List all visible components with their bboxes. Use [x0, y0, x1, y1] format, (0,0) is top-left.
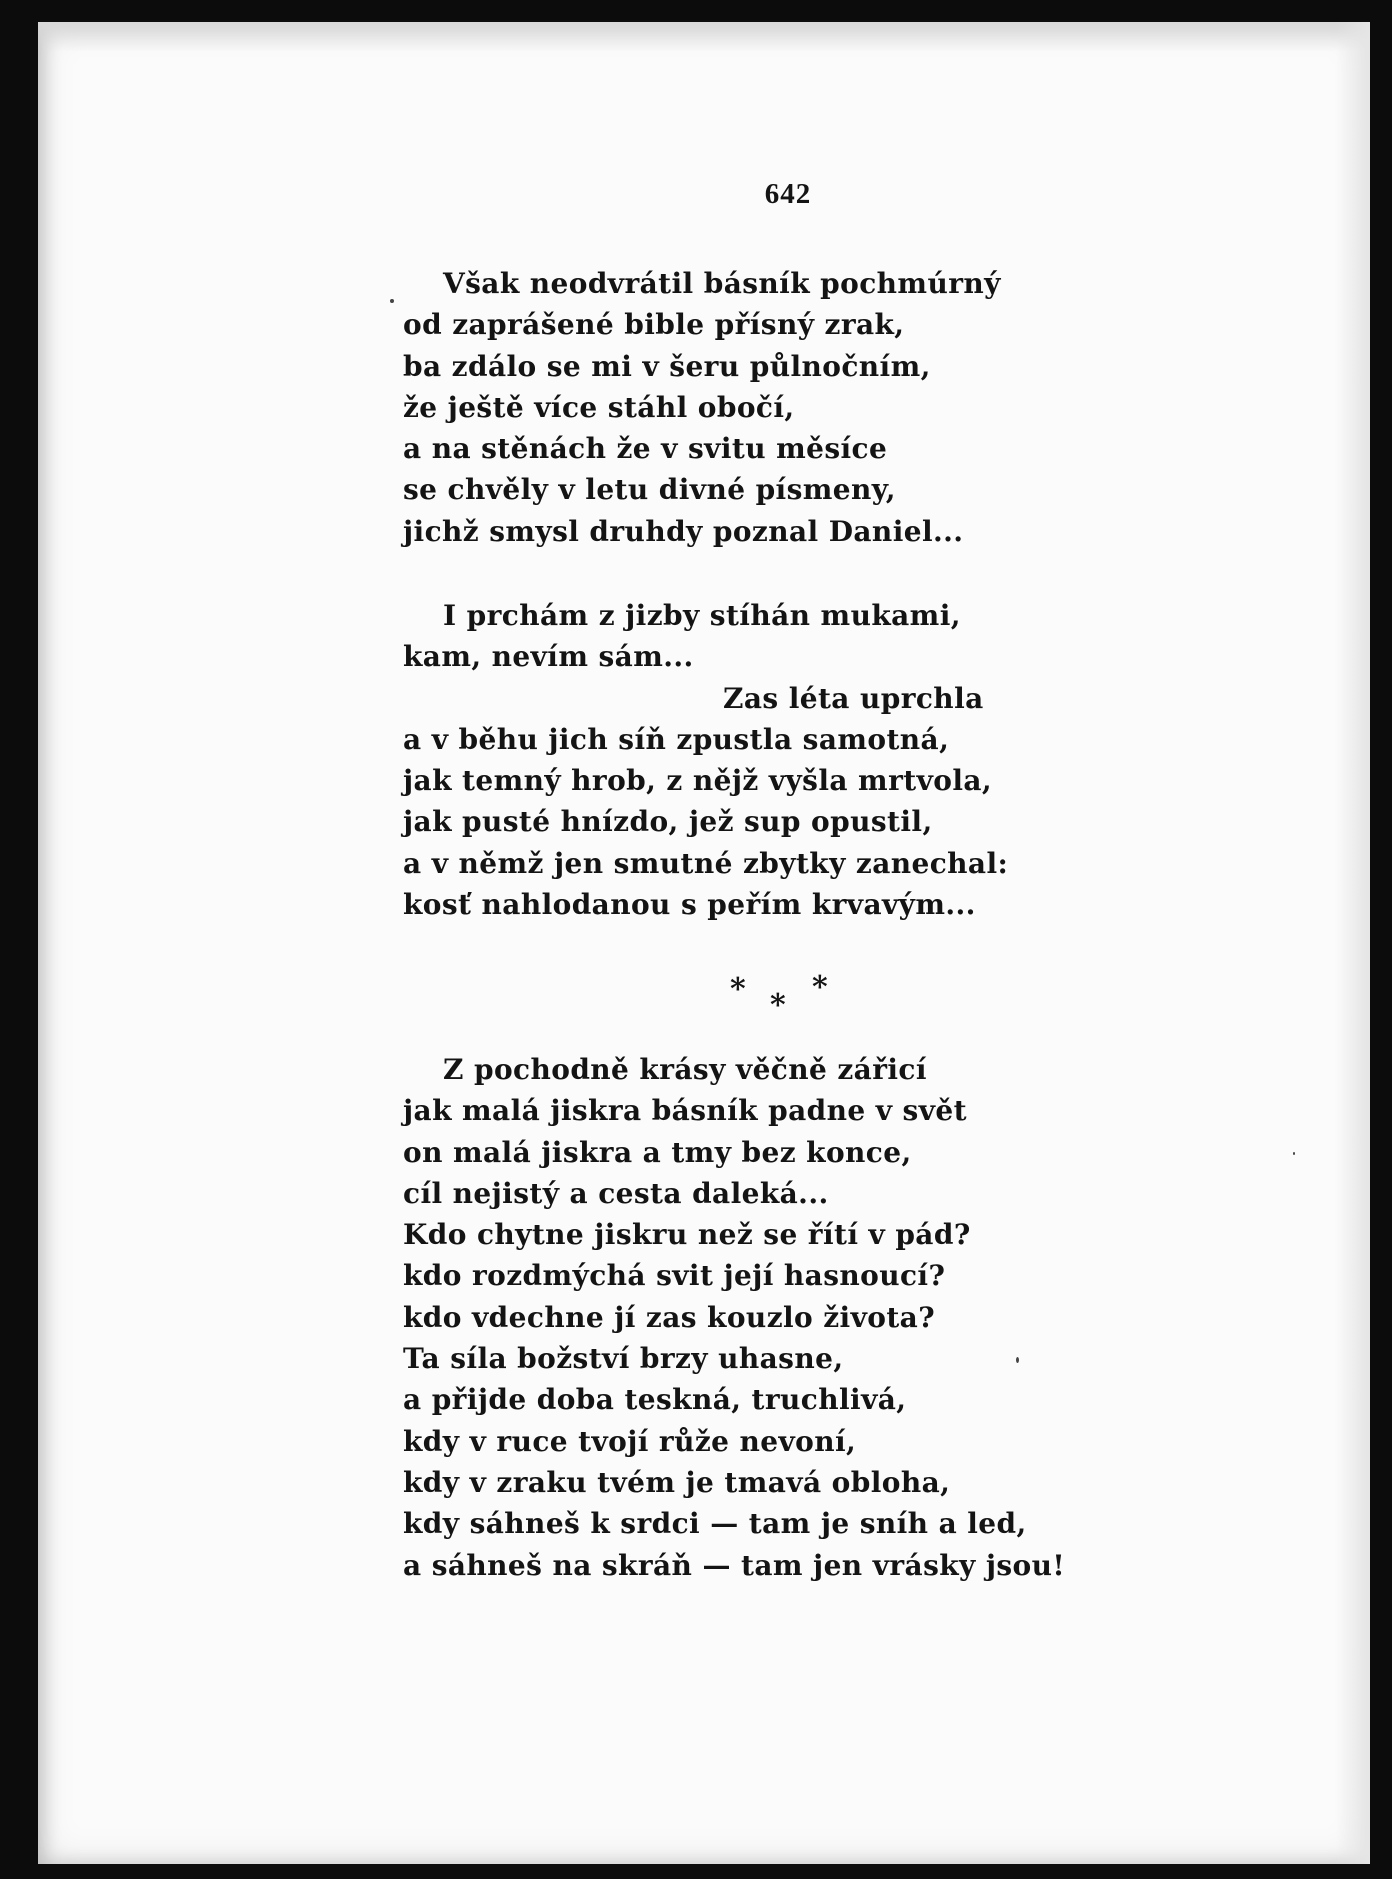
poem-line: kdy v zraku tvém je tmavá obloha,: [403, 1465, 951, 1499]
section-separator: [728, 972, 838, 1032]
separator-star: *: [770, 988, 786, 1023]
poem-line: Zas léta uprchla: [723, 681, 984, 715]
print-speck: [1016, 1357, 1019, 1363]
poem-line: od zaprášené bible přísný zrak,: [403, 308, 905, 342]
poem-line: kdo rozdmýchá svit její hasnoucí?: [403, 1259, 946, 1293]
poem-line: Ta síla božství brzy uhasne,: [403, 1342, 844, 1376]
poem-line: Však neodvrátil básník pochmúrný: [443, 267, 1001, 300]
poem-line: Kdo chytne jiskru než se řítí v pád?: [403, 1218, 971, 1252]
poem-line: a v němž jen smutné zbytky zanechal:: [403, 846, 1009, 880]
poem-line: se chvěly v letu divné písmeny,: [403, 473, 896, 507]
poem-line: kdy sáhneš k srdci — tam je sníh a led,: [403, 1507, 1027, 1541]
poem-line: a sáhneš na skráň — tam jen vrásky jsou!: [403, 1548, 1066, 1582]
poem-line: jak malá jiskra básník padne v svět: [403, 1094, 967, 1128]
print-speck: [390, 299, 394, 303]
print-speck: [1293, 1152, 1295, 1155]
poem-line: Z pochodně krásy věčně zářicí: [443, 1053, 927, 1086]
separator-star: *: [730, 972, 746, 1007]
poem-line: kdo vdechne jí zas kouzlo života?: [403, 1300, 936, 1334]
poem-line: jak pusté hnízdo, jež sup opustil,: [403, 805, 933, 839]
poem-line: kosť nahlodanou s peřím krvavým...: [403, 888, 976, 922]
book-page: [38, 22, 1370, 1864]
separator-star: *: [812, 970, 828, 1005]
stanza-3: [403, 1049, 1163, 1586]
poem-line: ba zdálo se mi v šeru půlnočním,: [403, 349, 931, 383]
poem-line: jichž smysl druhdy poznal Daniel...: [403, 514, 964, 548]
poem-line: cíl nejistý a cesta daleká...: [403, 1176, 829, 1210]
poem-line: jak temný hrob, z nějž vyšla mrtvola,: [403, 764, 993, 798]
poem-line: kam, nevím sám...: [403, 640, 694, 674]
poem-line: a v běhu jich síň zpustla samotná,: [403, 722, 950, 756]
poem-line: a přijde doba teskná, truchlivá,: [403, 1383, 907, 1417]
poem-line: a na stěnách že v svitu měsíce: [403, 432, 888, 466]
stanza-2: [403, 595, 1163, 925]
stanza-1: [403, 263, 1163, 552]
poem-line: on malá jiskra a tmy bez konce,: [403, 1135, 912, 1169]
poem-line: kdy v ruce tvojí růže nevoní,: [403, 1424, 857, 1458]
poem-line: že ještě více stáhl obočí,: [403, 390, 795, 424]
page-number: 642: [764, 178, 812, 210]
poem-line: I prchám z jizby stíhán mukami,: [443, 599, 961, 632]
